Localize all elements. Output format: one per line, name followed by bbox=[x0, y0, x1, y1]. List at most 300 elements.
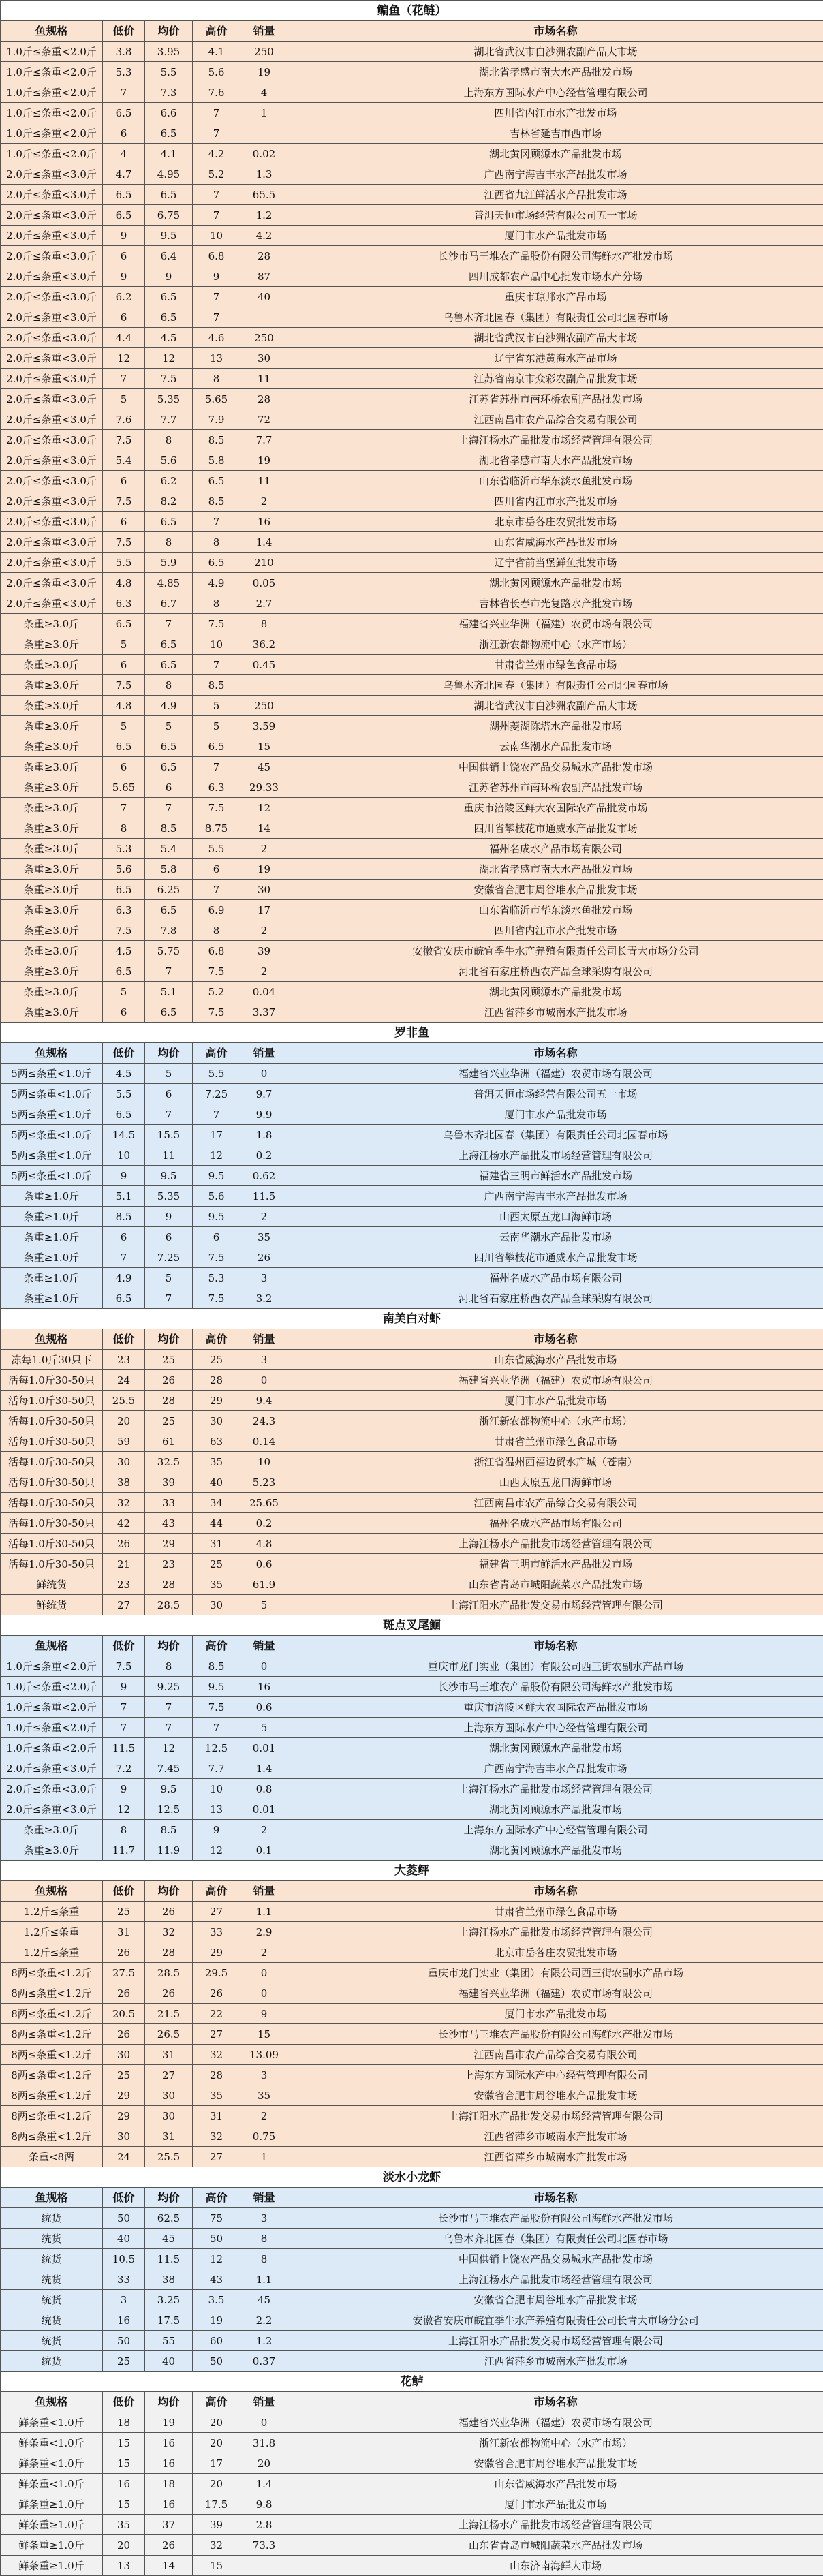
volume-cell: 72 bbox=[240, 409, 288, 430]
low-price-cell: 5 bbox=[103, 634, 145, 655]
market-name-cell: 上海江杨水产品批发市场经营管理有限公司 bbox=[288, 1922, 823, 1942]
table-row bbox=[1, 900, 823, 920]
volume-cell: 7.7 bbox=[240, 430, 288, 450]
avg-price-cell: 7.7 bbox=[145, 409, 193, 430]
market-name-cell: 上海江杨水产品批发市场经营管理有限公司 bbox=[288, 430, 823, 450]
volume-cell: 73.3 bbox=[240, 2535, 288, 2556]
avg-price-cell: 7.8 bbox=[145, 920, 193, 941]
high-price-cell: 20 bbox=[193, 2433, 240, 2453]
spec-header: 鱼规格 bbox=[1, 1636, 103, 1656]
avg-price-header: 均价 bbox=[145, 1043, 193, 1064]
avg-price-cell: 5.35 bbox=[145, 1186, 193, 1207]
table-row bbox=[1, 123, 823, 144]
spec-cell: 鲜条重<1.0斤 bbox=[1, 2433, 103, 2453]
high-price-header: 高价 bbox=[193, 1636, 240, 1656]
market-name-cell: 辽宁省前当堡鲜鱼批发市场 bbox=[288, 553, 823, 573]
market-name-cell: 厦门市水产品批发市场 bbox=[288, 226, 823, 246]
high-price-cell: 20 bbox=[193, 2474, 240, 2494]
low-price-cell: 5.3 bbox=[103, 839, 145, 859]
avg-price-cell: 16 bbox=[145, 2494, 193, 2515]
volume-cell: 0.75 bbox=[240, 2126, 288, 2147]
market-name-cell: 山西太原五龙口海鲜市场 bbox=[288, 1207, 823, 1227]
avg-price-cell: 21.5 bbox=[145, 2004, 193, 2024]
avg-price-cell: 6.5 bbox=[145, 307, 193, 328]
high-price-cell: 29 bbox=[193, 1942, 240, 1963]
low-price-cell: 25 bbox=[103, 2065, 145, 2085]
spec-cell: 条重≥3.0斤 bbox=[1, 839, 103, 859]
spec-cell: 2.0斤≤条重<3.0斤 bbox=[1, 450, 103, 471]
table-row bbox=[1, 1534, 823, 1554]
table-row bbox=[1, 1574, 823, 1595]
spec-cell: 鲜条重<1.0斤 bbox=[1, 2474, 103, 2494]
market-name-cell: 重庆市龙门实业（集团）有限公司西三街农副水产品市场 bbox=[288, 1963, 823, 1983]
volume-cell: 9.8 bbox=[240, 2494, 288, 2515]
spec-cell: 2.0斤≤条重<3.0斤 bbox=[1, 348, 103, 369]
spec-cell: 2.0斤≤条重<3.0斤 bbox=[1, 205, 103, 226]
avg-price-cell: 5.6 bbox=[145, 450, 193, 471]
spec-cell: 5两≤条重<1.0斤 bbox=[1, 1166, 103, 1186]
high-price-cell: 17.5 bbox=[193, 2494, 240, 2515]
market-name-cell: 上海东方国际水产中心经营管理有限公司 bbox=[288, 1820, 823, 1840]
avg-price-cell: 26 bbox=[145, 1983, 193, 2004]
low-price-cell: 7.5 bbox=[103, 532, 145, 553]
avg-price-cell: 9.5 bbox=[145, 1166, 193, 1186]
avg-price-cell: 6.4 bbox=[145, 246, 193, 266]
low-price-cell: 4.7 bbox=[103, 164, 145, 185]
low-price-cell: 18 bbox=[103, 2412, 145, 2433]
high-price-cell: 7.5 bbox=[193, 1002, 240, 1023]
high-price-cell: 12.5 bbox=[193, 1738, 240, 1758]
high-price-cell: 5 bbox=[193, 696, 240, 716]
table-row bbox=[1, 1166, 823, 1186]
low-price-cell: 27.5 bbox=[103, 1963, 145, 1983]
volume-cell: 19 bbox=[240, 62, 288, 82]
market-name-cell: 江苏省苏州市南环桥农副产品批发市场 bbox=[288, 777, 823, 798]
volume-cell: 16 bbox=[240, 512, 288, 532]
low-price-cell: 15 bbox=[103, 2453, 145, 2474]
volume-cell: 29.33 bbox=[240, 777, 288, 798]
avg-price-header: 均价 bbox=[145, 1329, 193, 1350]
table-row bbox=[1, 553, 823, 573]
high-price-cell: 25 bbox=[193, 1554, 240, 1574]
volume-cell: 1.1 bbox=[240, 1902, 288, 1922]
high-price-cell: 28 bbox=[193, 2065, 240, 2085]
volume-cell: 0.2 bbox=[240, 1513, 288, 1534]
table-row bbox=[1, 2331, 823, 2351]
market-name-cell: 福建省兴业华洲（福建）农贸市场有限公司 bbox=[288, 1983, 823, 2004]
avg-price-header: 均价 bbox=[145, 2188, 193, 2208]
table-row bbox=[1, 2147, 823, 2167]
table-row bbox=[1, 614, 823, 634]
table-row bbox=[1, 1758, 823, 1779]
section-title-row bbox=[1, 1309, 823, 1329]
spec-header: 鱼规格 bbox=[1, 1881, 103, 1902]
table-row bbox=[1, 450, 823, 471]
spec-cell: 鲜统货 bbox=[1, 1595, 103, 1615]
high-price-cell: 6.3 bbox=[193, 777, 240, 798]
high-price-cell: 9 bbox=[193, 1820, 240, 1840]
volume-cell: 5 bbox=[240, 1595, 288, 1615]
high-price-cell: 20 bbox=[193, 2412, 240, 2433]
market-name-header: 市场名称 bbox=[288, 1636, 823, 1656]
low-price-cell: 15 bbox=[103, 2494, 145, 2515]
spec-cell: 鲜统货 bbox=[1, 1574, 103, 1595]
low-price-cell: 6.5 bbox=[103, 185, 145, 205]
spec-cell: 2.0斤≤条重<3.0斤 bbox=[1, 430, 103, 450]
volume-cell: 2 bbox=[240, 839, 288, 859]
avg-price-cell: 7 bbox=[145, 1718, 193, 1738]
table-row bbox=[1, 2474, 823, 2494]
spec-cell: 统货 bbox=[1, 2208, 103, 2229]
volume-cell: 9 bbox=[240, 2004, 288, 2024]
market-name-cell: 江西省萍乡市城南水产批发市场 bbox=[288, 2351, 823, 2372]
spec-cell: 2.0斤≤条重<3.0斤 bbox=[1, 512, 103, 532]
spec-cell: 条重≥3.0斤 bbox=[1, 614, 103, 634]
high-price-cell: 7.25 bbox=[193, 1084, 240, 1104]
high-price-cell: 31 bbox=[193, 1534, 240, 1554]
low-price-cell: 7.5 bbox=[103, 430, 145, 450]
table-row bbox=[1, 2269, 823, 2290]
volume-cell: 0 bbox=[240, 1370, 288, 1391]
market-name-cell: 福建省兴业华洲（福建）农贸市场有限公司 bbox=[288, 614, 823, 634]
avg-price-cell: 28.5 bbox=[145, 1595, 193, 1615]
market-name-cell: 吉林省长春市光复路水产批发市场 bbox=[288, 593, 823, 614]
market-name-cell: 甘肃省兰州市绿色食品市场 bbox=[288, 655, 823, 675]
volume-cell: 36.2 bbox=[240, 634, 288, 655]
low-price-cell: 5.1 bbox=[103, 1186, 145, 1207]
volume-cell: 13.09 bbox=[240, 2045, 288, 2065]
high-price-cell: 50 bbox=[193, 2351, 240, 2372]
avg-price-cell: 8.5 bbox=[145, 1820, 193, 1840]
volume-cell: 8 bbox=[240, 614, 288, 634]
table-row bbox=[1, 675, 823, 696]
spec-cell: 条重≥3.0斤 bbox=[1, 880, 103, 900]
volume-cell: 45 bbox=[240, 2290, 288, 2310]
avg-price-cell: 7 bbox=[145, 798, 193, 818]
spec-cell: 条重≥3.0斤 bbox=[1, 961, 103, 982]
avg-price-cell: 26 bbox=[145, 1370, 193, 1391]
market-name-cell: 上海东方国际水产中心经营管理有限公司 bbox=[288, 1718, 823, 1738]
low-price-cell: 5.5 bbox=[103, 553, 145, 573]
table-row bbox=[1, 1268, 823, 1288]
low-price-header: 低价 bbox=[103, 2188, 145, 2208]
high-price-cell: 8.5 bbox=[193, 675, 240, 696]
volume-cell: 2 bbox=[240, 1820, 288, 1840]
spec-cell: 1.0斤≤条重<2.0斤 bbox=[1, 1697, 103, 1718]
table-row bbox=[1, 2208, 823, 2229]
low-price-cell: 6 bbox=[103, 512, 145, 532]
low-price-cell: 6 bbox=[103, 246, 145, 266]
low-price-cell: 7 bbox=[103, 1247, 145, 1268]
section-title: 鳊鱼（花鲢） bbox=[1, 1, 823, 21]
table-row bbox=[1, 1922, 823, 1942]
low-price-cell: 50 bbox=[103, 2208, 145, 2229]
spec-cell: 1.0斤≤条重<2.0斤 bbox=[1, 123, 103, 144]
low-price-header: 低价 bbox=[103, 2392, 145, 2412]
market-name-cell: 山东省威海水产品批发市场 bbox=[288, 2474, 823, 2494]
spec-cell: 条重≥3.0斤 bbox=[1, 900, 103, 920]
low-price-cell: 6 bbox=[103, 471, 145, 491]
low-price-cell: 6.3 bbox=[103, 900, 145, 920]
high-price-cell: 6.5 bbox=[193, 553, 240, 573]
volume-cell: 0.6 bbox=[240, 1554, 288, 1574]
table-row bbox=[1, 1391, 823, 1411]
spec-header: 鱼规格 bbox=[1, 1043, 103, 1064]
low-price-cell: 6 bbox=[103, 757, 145, 777]
avg-price-cell: 6.5 bbox=[145, 900, 193, 920]
avg-price-cell: 12 bbox=[145, 1738, 193, 1758]
volume-cell: 45 bbox=[240, 757, 288, 777]
high-price-cell: 6 bbox=[193, 1227, 240, 1247]
table-row bbox=[1, 2515, 823, 2535]
volume-header: 销量 bbox=[240, 2188, 288, 2208]
table-row bbox=[1, 2229, 823, 2249]
spec-cell: 条重≥3.0斤 bbox=[1, 1840, 103, 1861]
table-row bbox=[1, 328, 823, 348]
low-price-cell: 59 bbox=[103, 1431, 145, 1452]
high-price-header: 高价 bbox=[193, 1881, 240, 1902]
market-name-cell: 乌鲁木齐北园春（集团）有限责任公司北园春市场 bbox=[288, 1125, 823, 1145]
avg-price-cell: 4.95 bbox=[145, 164, 193, 185]
high-price-cell: 7 bbox=[193, 287, 240, 307]
high-price-cell: 7.6 bbox=[193, 82, 240, 103]
spec-cell: 1.0斤≤条重<2.0斤 bbox=[1, 103, 103, 123]
market-name-cell: 辽宁省东港黄海水产品市场 bbox=[288, 348, 823, 369]
high-price-cell: 43 bbox=[193, 2269, 240, 2290]
volume-cell: 1.2 bbox=[240, 205, 288, 226]
market-name-cell: 乌鲁木齐北园春（集团）有限责任公司北园春市场 bbox=[288, 307, 823, 328]
spec-cell: 活每1.0斤30-50只 bbox=[1, 1554, 103, 1574]
high-price-cell: 7 bbox=[193, 1104, 240, 1125]
avg-price-cell: 6.5 bbox=[145, 736, 193, 757]
table-row bbox=[1, 736, 823, 757]
header-row bbox=[1, 1329, 823, 1350]
market-name-cell: 广西南宁海吉丰水产品批发市场 bbox=[288, 164, 823, 185]
market-name-cell: 河北省石家庄桥西农产品全球采购有限公司 bbox=[288, 961, 823, 982]
market-name-header: 市场名称 bbox=[288, 21, 823, 42]
high-price-cell: 29 bbox=[193, 1391, 240, 1411]
volume-cell: 31.8 bbox=[240, 2433, 288, 2453]
spec-cell: 8两≤条重<1.2斤 bbox=[1, 2126, 103, 2147]
table-row bbox=[1, 716, 823, 736]
spec-cell: 1.0斤≤条重<2.0斤 bbox=[1, 1738, 103, 1758]
spec-cell: 2.0斤≤条重<3.0斤 bbox=[1, 164, 103, 185]
volume-cell: 1 bbox=[240, 103, 288, 123]
high-price-cell: 33 bbox=[193, 1922, 240, 1942]
high-price-cell: 7.5 bbox=[193, 1247, 240, 1268]
table-row bbox=[1, 491, 823, 512]
low-price-cell: 6 bbox=[103, 655, 145, 675]
volume-cell: 35 bbox=[240, 1227, 288, 1247]
spec-cell: 2.0斤≤条重<3.0斤 bbox=[1, 593, 103, 614]
high-price-cell: 32 bbox=[193, 2045, 240, 2065]
high-price-cell: 31 bbox=[193, 2106, 240, 2126]
low-price-cell: 6.5 bbox=[103, 103, 145, 123]
table-row bbox=[1, 634, 823, 655]
avg-price-cell: 9 bbox=[145, 266, 193, 287]
market-name-cell: 四川省攀枝花市通威水产品批发市场 bbox=[288, 1247, 823, 1268]
table-row bbox=[1, 2535, 823, 2556]
volume-cell: 30 bbox=[240, 348, 288, 369]
low-price-cell: 5.4 bbox=[103, 450, 145, 471]
table-row bbox=[1, 1697, 823, 1718]
volume-cell: 2 bbox=[240, 491, 288, 512]
table-row bbox=[1, 1227, 823, 1247]
avg-price-cell: 4.9 bbox=[145, 696, 193, 716]
table-row bbox=[1, 1554, 823, 1574]
table-row bbox=[1, 2249, 823, 2269]
table-row bbox=[1, 1247, 823, 1268]
market-name-cell: 浙江新农都物流中心（水产市场） bbox=[288, 2433, 823, 2453]
avg-price-header: 均价 bbox=[145, 1881, 193, 1902]
high-price-header: 高价 bbox=[193, 1043, 240, 1064]
table-row bbox=[1, 62, 823, 82]
high-price-cell: 34 bbox=[193, 1493, 240, 1513]
market-name-cell: 江西南昌市农产品综合交易有限公司 bbox=[288, 1493, 823, 1513]
market-name-cell: 广西南宁海吉丰水产品批发市场 bbox=[288, 1758, 823, 1779]
avg-price-cell: 8.2 bbox=[145, 491, 193, 512]
high-price-cell: 7.5 bbox=[193, 1697, 240, 1718]
spec-cell: 5两≤条重<1.0斤 bbox=[1, 1145, 103, 1166]
spec-cell: 5两≤条重<1.0斤 bbox=[1, 1084, 103, 1104]
avg-price-cell: 6.5 bbox=[145, 185, 193, 205]
volume-cell: 2.7 bbox=[240, 593, 288, 614]
market-name-cell: 云南华潮水产品批发市场 bbox=[288, 736, 823, 757]
avg-price-cell: 25.5 bbox=[145, 2147, 193, 2167]
spec-cell: 统货 bbox=[1, 2351, 103, 2372]
table-row bbox=[1, 1350, 823, 1370]
spec-cell: 5两≤条重<1.0斤 bbox=[1, 1064, 103, 1084]
high-price-header: 高价 bbox=[193, 21, 240, 42]
spec-cell: 活每1.0斤30-50只 bbox=[1, 1391, 103, 1411]
low-price-cell: 9 bbox=[103, 266, 145, 287]
table-row bbox=[1, 1595, 823, 1615]
spec-cell: 条重≥3.0斤 bbox=[1, 757, 103, 777]
spec-cell: 条重≥3.0斤 bbox=[1, 798, 103, 818]
volume-cell: 4 bbox=[240, 82, 288, 103]
low-price-cell: 6.5 bbox=[103, 1104, 145, 1125]
volume-cell: 0.62 bbox=[240, 1166, 288, 1186]
avg-price-cell: 6.5 bbox=[145, 634, 193, 655]
avg-price-cell: 4.5 bbox=[145, 328, 193, 348]
spec-cell: 条重≥3.0斤 bbox=[1, 716, 103, 736]
high-price-cell: 44 bbox=[193, 1513, 240, 1534]
market-name-cell: 福建省三明市鲜活水产品批发市场 bbox=[288, 1554, 823, 1574]
volume-cell: 25.65 bbox=[240, 1493, 288, 1513]
market-name-cell: 湖北黄冈顾源水产品批发市场 bbox=[288, 1840, 823, 1861]
spec-cell: 条重≥3.0斤 bbox=[1, 634, 103, 655]
spec-cell: 1.0斤≤条重<2.0斤 bbox=[1, 1677, 103, 1697]
low-price-header: 低价 bbox=[103, 1636, 145, 1656]
table-row bbox=[1, 1125, 823, 1145]
volume-cell: 0.45 bbox=[240, 655, 288, 675]
high-price-cell: 7 bbox=[193, 880, 240, 900]
low-price-cell: 7 bbox=[103, 1718, 145, 1738]
high-price-cell: 27 bbox=[193, 2024, 240, 2045]
table-row bbox=[1, 1084, 823, 1104]
avg-price-cell: 38 bbox=[145, 2269, 193, 2290]
table-row bbox=[1, 2351, 823, 2372]
low-price-cell: 13 bbox=[103, 2556, 145, 2576]
table-row bbox=[1, 2065, 823, 2085]
table-row bbox=[1, 246, 823, 266]
volume-cell: 5 bbox=[240, 1718, 288, 1738]
avg-price-cell: 8.5 bbox=[145, 818, 193, 839]
low-price-header: 低价 bbox=[103, 1329, 145, 1350]
volume-cell: 4.8 bbox=[240, 1534, 288, 1554]
volume-cell: 1.4 bbox=[240, 1758, 288, 1779]
market-name-cell: 北京市岳各庄农贸批发市场 bbox=[288, 1942, 823, 1963]
avg-price-cell: 12 bbox=[145, 348, 193, 369]
avg-price-cell: 6.5 bbox=[145, 1002, 193, 1023]
market-name-cell: 普洱天恒市场经营有限公司五一市场 bbox=[288, 205, 823, 226]
low-price-cell: 14.5 bbox=[103, 1125, 145, 1145]
volume-cell: 61.9 bbox=[240, 1574, 288, 1595]
market-name-cell: 安徽省安庆市皖宜季牛水产养殖有限责任公司长青大市场分公司 bbox=[288, 941, 823, 961]
spec-cell: 1.0斤≤条重<2.0斤 bbox=[1, 144, 103, 164]
volume-cell: 5.23 bbox=[240, 1472, 288, 1493]
volume-cell: 3 bbox=[240, 2065, 288, 2085]
high-price-cell: 35 bbox=[193, 1452, 240, 1472]
market-name-cell: 中国供销上饶农产品交易城水产品批发市场 bbox=[288, 757, 823, 777]
spec-cell: 条重≥3.0斤 bbox=[1, 696, 103, 716]
volume-cell: 9.9 bbox=[240, 1104, 288, 1125]
market-name-cell: 浙江新农都物流中心（水产市场） bbox=[288, 634, 823, 655]
avg-price-cell: 5.75 bbox=[145, 941, 193, 961]
spec-cell: 条重≥1.0斤 bbox=[1, 1247, 103, 1268]
high-price-cell: 8 bbox=[193, 920, 240, 941]
high-price-cell: 5.2 bbox=[193, 982, 240, 1002]
volume-cell: 250 bbox=[240, 328, 288, 348]
market-name-header: 市场名称 bbox=[288, 1881, 823, 1902]
table-row bbox=[1, 920, 823, 941]
table-row bbox=[1, 757, 823, 777]
avg-price-cell: 6.75 bbox=[145, 205, 193, 226]
high-price-cell: 7.5 bbox=[193, 961, 240, 982]
spec-cell: 条重≥3.0斤 bbox=[1, 736, 103, 757]
avg-price-cell: 7 bbox=[145, 614, 193, 634]
low-price-cell: 7 bbox=[103, 82, 145, 103]
avg-price-cell: 61 bbox=[145, 1431, 193, 1452]
avg-price-cell: 7.25 bbox=[145, 1247, 193, 1268]
table-row bbox=[1, 389, 823, 409]
volume-cell: 0.14 bbox=[240, 1431, 288, 1452]
low-price-cell: 6 bbox=[103, 123, 145, 144]
volume-cell: 8 bbox=[240, 2249, 288, 2269]
high-price-cell: 4.1 bbox=[193, 42, 240, 62]
header-row bbox=[1, 2392, 823, 2412]
table-row bbox=[1, 2106, 823, 2126]
avg-price-cell: 11 bbox=[145, 1145, 193, 1166]
section-title-row bbox=[1, 1023, 823, 1043]
high-price-cell: 7 bbox=[193, 1718, 240, 1738]
avg-price-cell: 9.5 bbox=[145, 226, 193, 246]
spec-cell: 1.0斤≤条重<2.0斤 bbox=[1, 1656, 103, 1677]
volume-cell: 3 bbox=[240, 1268, 288, 1288]
market-name-cell: 厦门市水产品批发市场 bbox=[288, 2004, 823, 2024]
volume-cell: 2 bbox=[240, 1207, 288, 1227]
market-name-cell: 湖北省孝感市南大水产品批发市场 bbox=[288, 450, 823, 471]
spec-cell: 统货 bbox=[1, 2310, 103, 2331]
volume-cell: 35 bbox=[240, 2085, 288, 2106]
market-name-cell: 河北省石家庄桥西农产品全球采购有限公司 bbox=[288, 1288, 823, 1309]
market-name-cell: 山东省威海水产品批发市场 bbox=[288, 1350, 823, 1370]
avg-price-cell: 14 bbox=[145, 2556, 193, 2576]
table-row bbox=[1, 941, 823, 961]
avg-price-cell: 62.5 bbox=[145, 2208, 193, 2229]
table-row bbox=[1, 1513, 823, 1534]
table-row bbox=[1, 103, 823, 123]
